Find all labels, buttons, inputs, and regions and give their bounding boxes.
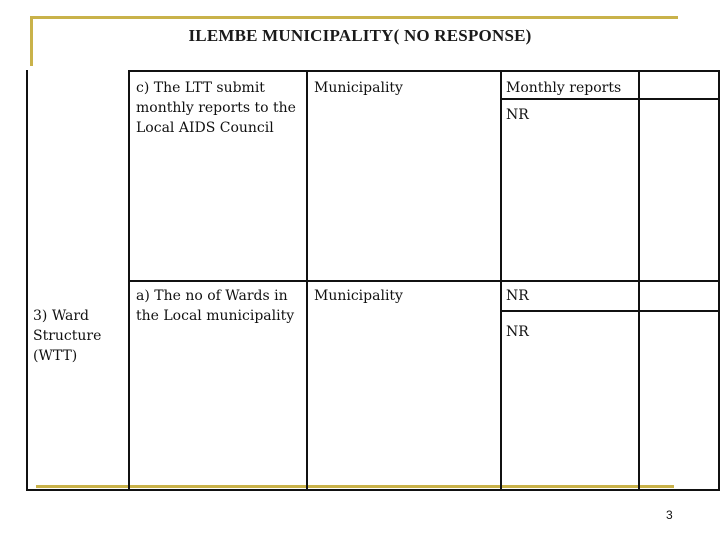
table-cell-status: NR: [506, 324, 529, 340]
table-cell-item: c) The LTT submit monthly reports to the Local AIDS Council: [136, 80, 296, 136]
table-cell-category: 3) Ward Structure (WTT): [33, 308, 102, 364]
data-table: [26, 70, 720, 491]
table-border-top: [128, 70, 720, 72]
table-subdivider-row1: [500, 98, 720, 100]
slide-title: ILEMBE MUNICIPALITY( NO RESPONSE): [188, 26, 532, 45]
table-cell-indicator: NR: [506, 288, 529, 304]
table-border-bottom: [26, 489, 720, 491]
table-border-left: [26, 70, 28, 491]
table-divider-row: [128, 280, 720, 282]
page-number: 3: [666, 508, 673, 522]
table-cell-indicator: Monthly reports: [506, 80, 622, 96]
table-cell-responsible: Municipality: [314, 288, 403, 304]
table-subdivider-row2: [500, 310, 720, 312]
decorative-top-rule: [30, 16, 678, 19]
table-cell-responsible: Municipality: [314, 80, 403, 96]
table-cell-status: NR: [506, 107, 529, 123]
table-cell-item: a) The no of Wards in the Local municipality: [136, 288, 295, 324]
